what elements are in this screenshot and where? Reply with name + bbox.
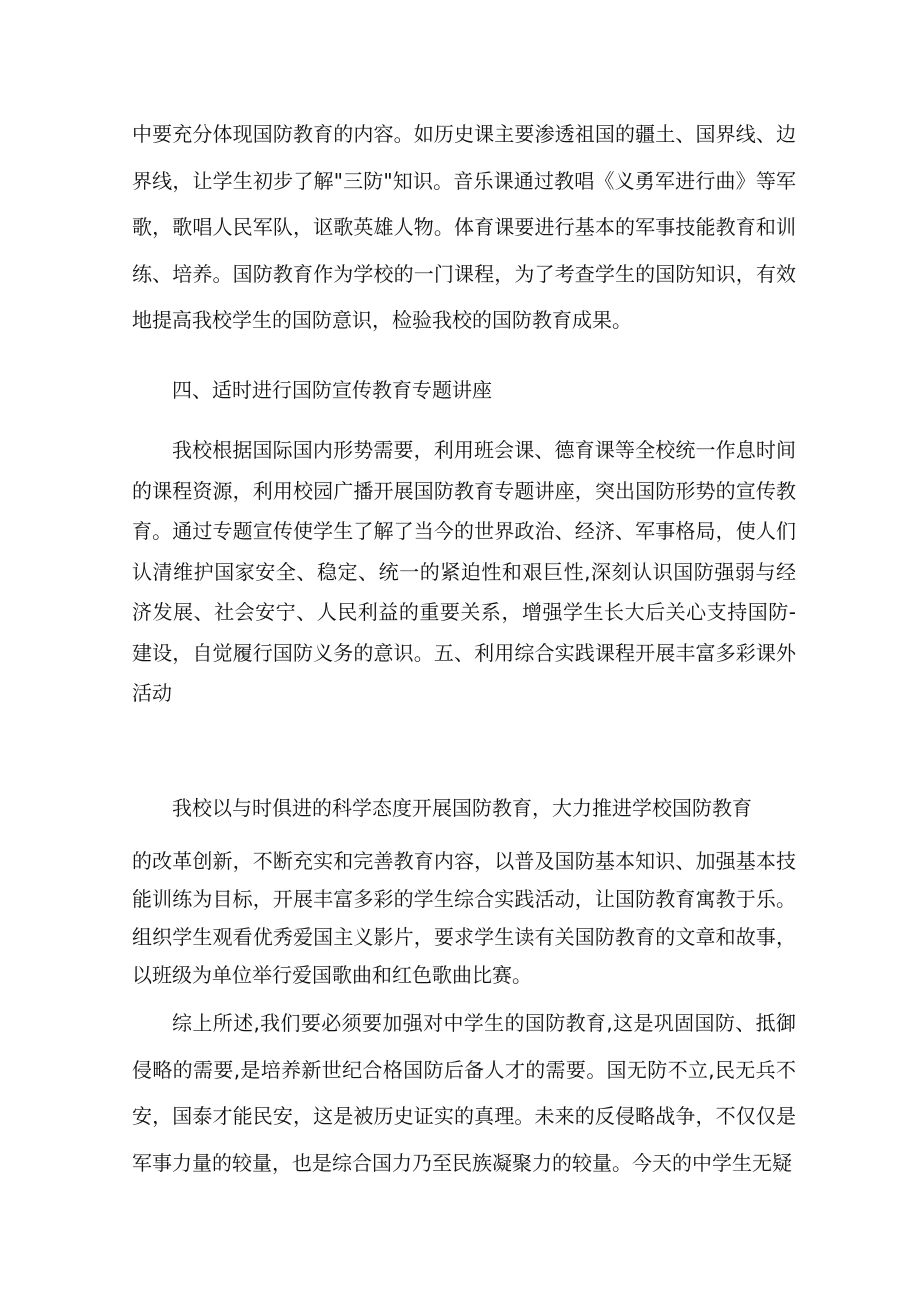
paragraph-course-integration: 中要充分体现国防教育的内容。如历史课主要渗透祖国的疆土、国界线、边界线，让学生初步了解"三防"知识。音乐课通过教唱《义勇军进行曲》等军歌，歌唱人民军队，讴歌英雄人物。体育课要进行基本的军事技能教育和训练、培养。国防教育作为学校的一门课程，为了考查学生的国防知识，有效地提高我校学生的国防意识，检验我校的国防教育成果。	[132, 122, 796, 333]
paragraph-practice: 的改革创新，不断充实和完善教育内容，以普及国防基本知识、加强基本技能训练为目标，开展丰富多彩的学生综合实践活动，让国防教育寓教于乐。组织学生观看优秀爱国主义影片，要求学生读有关国防教育的文章和故事，以班级为单位举行爱国歌曲和红色歌曲比赛。	[132, 849, 796, 987]
paragraph-lectures: 我校根据国际国内形势需要，利用班会课、德育课等全校统一作息时间的课程资源，利用校园广播开展国防教育专题讲座，突出国防形势的宣传教育。通过专题宣传使学生了解了当今的世界政治、经济、军事格局，使人们认清维护国家安全、稳定、统一的紧迫性和艰巨性,深刻认识国防强弱与经济发展、社会安宁、人民利益的重要关系，增强学生长大后关心支持国防-建设，自觉履行国防义务的意识。五、利用综合实践课程开展丰富多彩课外活动	[132, 438, 796, 705]
paragraph-conclusion: 综上所述,我们要必须要加强对中学生的国防教育,这是巩固国防、抵御侵略的需要,是培养新世纪合格国防后备人才的需要。国无防不立,民无兵不安，国泰才能民安，这是被历史证实的真理。未来的反侵略战争，不仅仅是军事力量的较量，也是综合国力乃至民族凝聚力的较量。今天的中学生无疑	[132, 1011, 796, 1175]
section-heading-4: 四、适时进行国防宣传教育专题讲座	[172, 378, 492, 402]
paragraph-practice-first-line: 我校以与时俱进的科学态度开展国防教育，大力推进学校国防教育	[172, 796, 752, 820]
